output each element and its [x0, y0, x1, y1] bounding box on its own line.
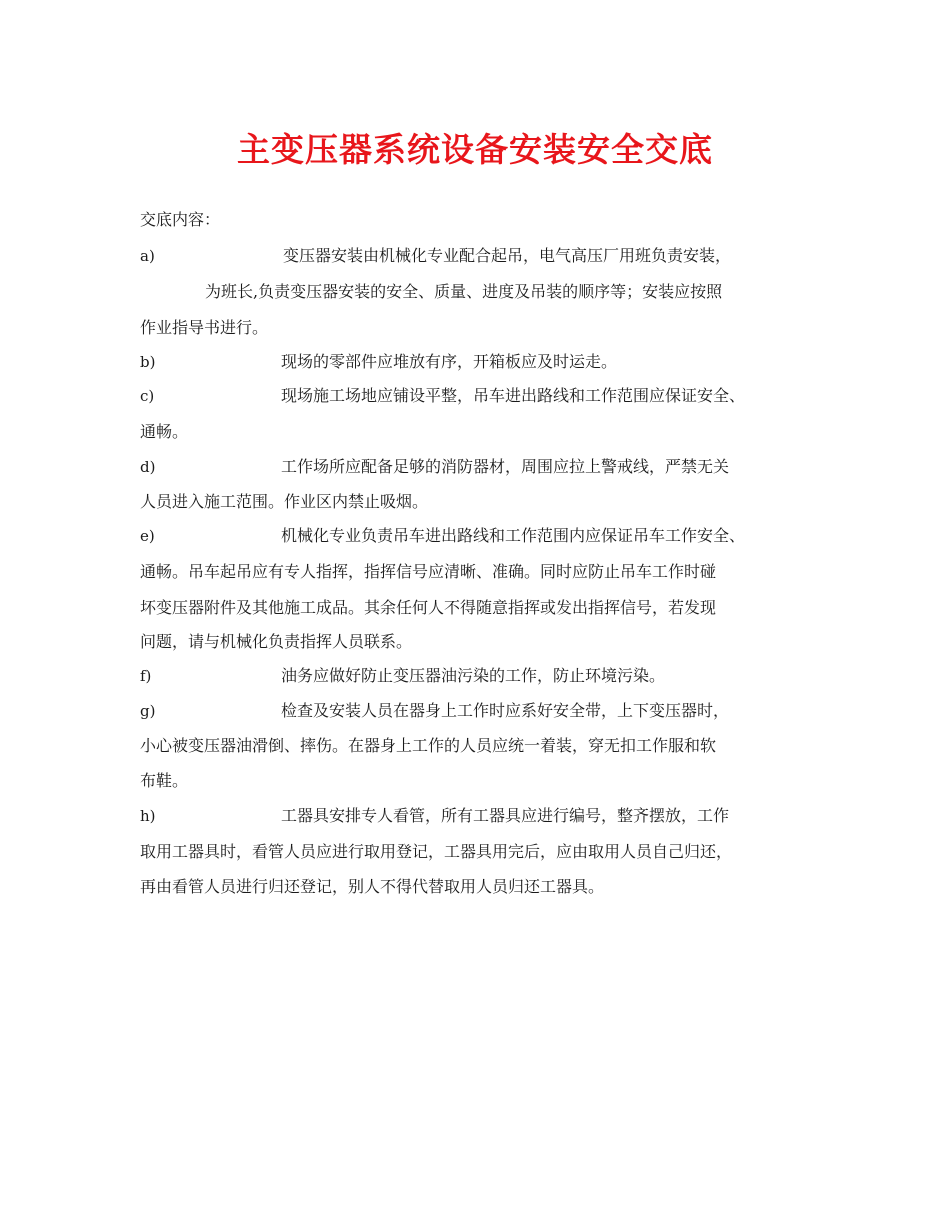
- item-c-line-2: 通畅。: [140, 422, 189, 441]
- item-d-line-1: 工作场所应配备足够的消防器材，周围应拉上警戒线，严禁无关: [281, 457, 730, 476]
- item-g-line-3: 布鞋。: [140, 771, 189, 790]
- item-c-line-1: 现场施工场地应铺设平整，吊车进出路线和工作范围应保证安全、: [281, 386, 746, 405]
- item-a-line-2: 为班长,负责变压器安装的安全、质量、进度及吊装的顺序等；安装应按照: [205, 282, 723, 301]
- item-f-line-1: 油务应做好防止变压器油污染的工作，防止环境污染。: [281, 666, 666, 685]
- item-e-line-1: 机械化专业负责吊车进出路线和工作范围内应保证吊车工作安全、: [281, 526, 746, 545]
- item-e-line-4: 问题，请与机械化负责指挥人员联系。: [140, 632, 413, 651]
- item-h-line-1: 工器具安排专人看管，所有工器具应进行编号，整齐摆放，工作: [281, 806, 730, 825]
- item-a-line-1: 变压器安装由机械化专业配合起吊，电气高压厂用班负责安装，: [283, 246, 732, 265]
- item-marker-f: f): [140, 667, 152, 685]
- intro-label: 交底内容：: [140, 210, 221, 229]
- item-marker-a: a): [140, 247, 155, 265]
- item-h-line-2: 取用工器具时，看管人员应进行取用登记，工器具用完后，应由取用人员自己归还，: [140, 842, 733, 861]
- item-marker-d: d): [140, 458, 156, 476]
- item-h-line-3: 再由看管人员进行归还登记，别人不得代替取用人员归还工器具。: [140, 877, 605, 896]
- document-title: 主变压器系统设备安装安全交底: [237, 130, 713, 169]
- item-marker-e: e): [140, 527, 155, 545]
- item-a-line-3: 作业指导书进行。: [140, 318, 269, 337]
- item-marker-c: c): [140, 387, 155, 405]
- item-d-line-2: 人员进入施工范围。作业区内禁止吸烟。: [140, 492, 429, 511]
- item-e-line-2: 通畅。吊车起吊应有专人指挥，指挥信号应清晰、准确。同时应防止吊车工作时碰: [140, 562, 717, 581]
- item-g-line-1: 检查及安装人员在器身上工作时应系好安全带，上下变压器时，: [281, 701, 730, 720]
- item-g-line-2: 小心被变压器油滑倒、摔伤。在器身上工作的人员应统一着装，穿无扣工作服和软: [140, 736, 717, 755]
- item-marker-h: h): [140, 807, 156, 825]
- item-b-line-1: 现场的零部件应堆放有序，开箱板应及时运走。: [281, 352, 618, 371]
- item-marker-b: b): [140, 353, 156, 371]
- item-marker-g: g): [140, 702, 156, 720]
- item-e-line-3: 坏变压器附件及其他施工成品。其余任何人不得随意指挥或发出指挥信号，若发现: [140, 598, 717, 617]
